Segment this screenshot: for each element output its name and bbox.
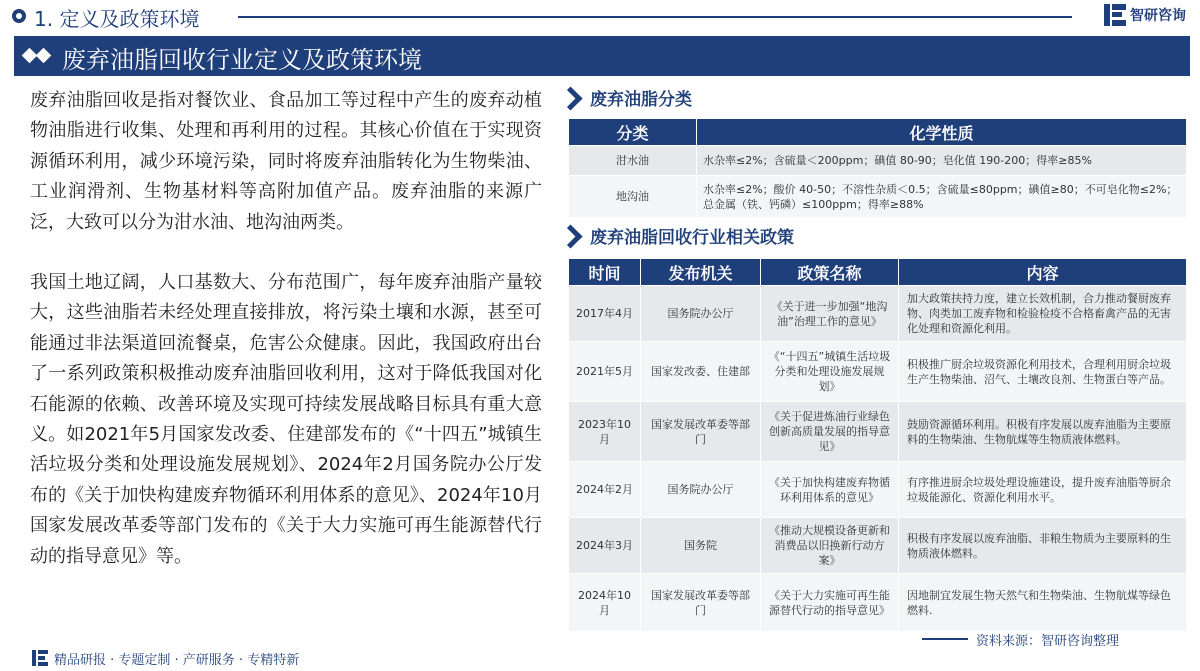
policy-content: 有序推进厨余垃圾处理设施建设，提升废弃油脂等厨余垃圾能源化、资源化利用水平。	[899, 462, 1187, 518]
title-band	[14, 36, 1190, 76]
table-header: 化学性质	[697, 119, 1187, 146]
chevron-right-icon	[560, 225, 580, 245]
policy-agency: 国家发改委、住建部	[641, 342, 761, 402]
policy-agency: 国家发展改革委等部门	[641, 402, 761, 462]
policy-name: 《关于促进炼油行业绿色创新高质量发展的指导意见》	[761, 402, 899, 462]
policies-heading	[560, 222, 794, 248]
page-title: 废弃油脂回收行业定义及政策环境	[62, 46, 422, 74]
top-bar	[0, 0, 1200, 32]
classification-table	[568, 118, 1187, 218]
header-rule	[238, 16, 1072, 18]
table-row	[569, 342, 1187, 402]
table-row	[569, 574, 1187, 632]
policy-name: 《关于加快构建废弃物循环利用体系的意见》	[761, 462, 899, 518]
classification-type: 地沟油	[569, 176, 697, 218]
policy-time: 2021年5月	[569, 342, 641, 402]
policy-name: 《关于大力实施可再生能源替代行动的指导意见》	[761, 574, 899, 632]
brand-logo-icon	[32, 650, 48, 666]
policy-time: 2024年3月	[569, 518, 641, 574]
policy-name: 《推动大规模设备更新和消费品以旧换新行动方案》	[761, 518, 899, 574]
policy-content: 鼓励资源循环利用。积极有序发展以废弃油脂为主要原料的生物柴油、生物航煤等生物质液体燃料。	[899, 402, 1187, 462]
table-header: 时间	[569, 259, 641, 286]
classification-heading	[560, 84, 692, 110]
footer	[0, 648, 1200, 671]
policy-time: 2024年2月	[569, 462, 641, 518]
table-row	[569, 286, 1187, 342]
definition-text	[30, 86, 542, 572]
table-row	[569, 518, 1187, 574]
source-note: 资料来源：智研咨询整理	[976, 630, 1119, 649]
diamond-icon	[24, 50, 64, 64]
policy-time: 2023年10月	[569, 402, 641, 462]
policy-agency: 国务院	[641, 518, 761, 574]
policy-name: 《“十四五”城镇生活垃圾分类和处理设施发展规划》	[761, 342, 899, 402]
brand-name: 智研咨询	[1130, 8, 1186, 24]
policy-agency: 国务院办公厅	[641, 462, 761, 518]
policy-content: 因地制宜发展生物天然气和生物柴油、生物航煤等绿色燃料.	[899, 574, 1187, 632]
policy-paragraph: 我国土地辽阔，人口基数大、分布范围广，每年废弃油脂产量较大，这些油脂若未经处理直接排放，将污染土壤和水源，甚至可能通过非法渠道回流餐桌，危害公众健康。因此，我国政府出台了一系列政策积极推动废弃油脂回收利用，这对于降低我国对化石能源的依赖、改善环境及实现可持续发展战略目标具有重大意义。如2021年5月国家发改委、住建部发布的《“十四五”城镇生活垃圾分类和处理设施发展规划》、2024年2月国务院办公厅发布的《关于加快构建废弃物循环利用体系的意见》、2024年10月国家发展改革委等部门发布的《关于大力实施可再生能源替代行动的指导意见》等。	[30, 272, 542, 567]
classification-type: 泔水油	[569, 146, 697, 176]
table-header: 发布机关	[641, 259, 761, 286]
policy-content: 加大政策扶持力度，建立长效机制，合力推动餐厨废弃物、肉类加工废弃物和检验检疫不合格畜禽产品的无害化处理和资源化利用。	[899, 286, 1187, 342]
brand-logo	[1104, 4, 1186, 26]
table-row	[569, 146, 1187, 176]
table-row	[569, 402, 1187, 462]
policy-content: 积极推广厨余垃圾资源化利用技术，合理利用厨余垃圾生产生物柴油、沼气、土壤改良剂、生物蛋白等产品。	[899, 342, 1187, 402]
table-header: 内容	[899, 259, 1187, 286]
table-header: 分类	[569, 119, 697, 146]
policy-agency: 国务院办公厅	[641, 286, 761, 342]
classification-props: 水杂率≤2%；酸价 40-50；不溶性杂质＜0.5；含硫量≤80ppm；碘值≥80；不可皂化物≤2%；总金属（铁、钙磷）≤100ppm；得率≥88%	[697, 176, 1187, 218]
table-header: 政策名称	[761, 259, 899, 286]
footer-slogan: 精品研报 · 专题定制 · 产研服务 · 专精特新	[54, 653, 300, 668]
policy-time: 2017年4月	[569, 286, 641, 342]
policy-name: 《关于进一步加强“地沟油”治理工作的意见》	[761, 286, 899, 342]
definition-paragraph: 废弃油脂回收是指对餐饮业、食品加工等过程中产生的废弃动植物油脂进行收集、处理和再利用的过程。其核心价值在于实现资源循环利用，减少环境污染，同时将废弃油脂转化为生物柴油、工业润滑剂、生物基材料等高附加值产品。废弃油脂的来源广泛，大致可以分为泔水油、地沟油两类。	[30, 90, 542, 233]
policy-agency: 国家发展改革委等部门	[641, 574, 761, 632]
classification-props: 水杂率≤2%；含硫量＜200ppm；碘值 80-90；皂化值 190-200；得率≥85%	[697, 146, 1187, 176]
chevron-right-icon	[560, 87, 580, 107]
policy-content: 积极有序发展以废弃油脂、非粮生物质为主要原料的生物质液体燃料。	[899, 518, 1187, 574]
classification-heading-label: 废弃油脂分类	[590, 89, 692, 110]
table-row	[569, 176, 1187, 218]
section-title: 1. 定义及政策环境	[34, 7, 200, 31]
table-row	[569, 462, 1187, 518]
brand-logo-icon	[1104, 4, 1126, 26]
policy-time: 2024年10月	[569, 574, 641, 632]
policies-table	[568, 258, 1187, 632]
section-bullet-icon	[12, 9, 26, 23]
policies-heading-label: 废弃油脂回收行业相关政策	[590, 227, 794, 248]
